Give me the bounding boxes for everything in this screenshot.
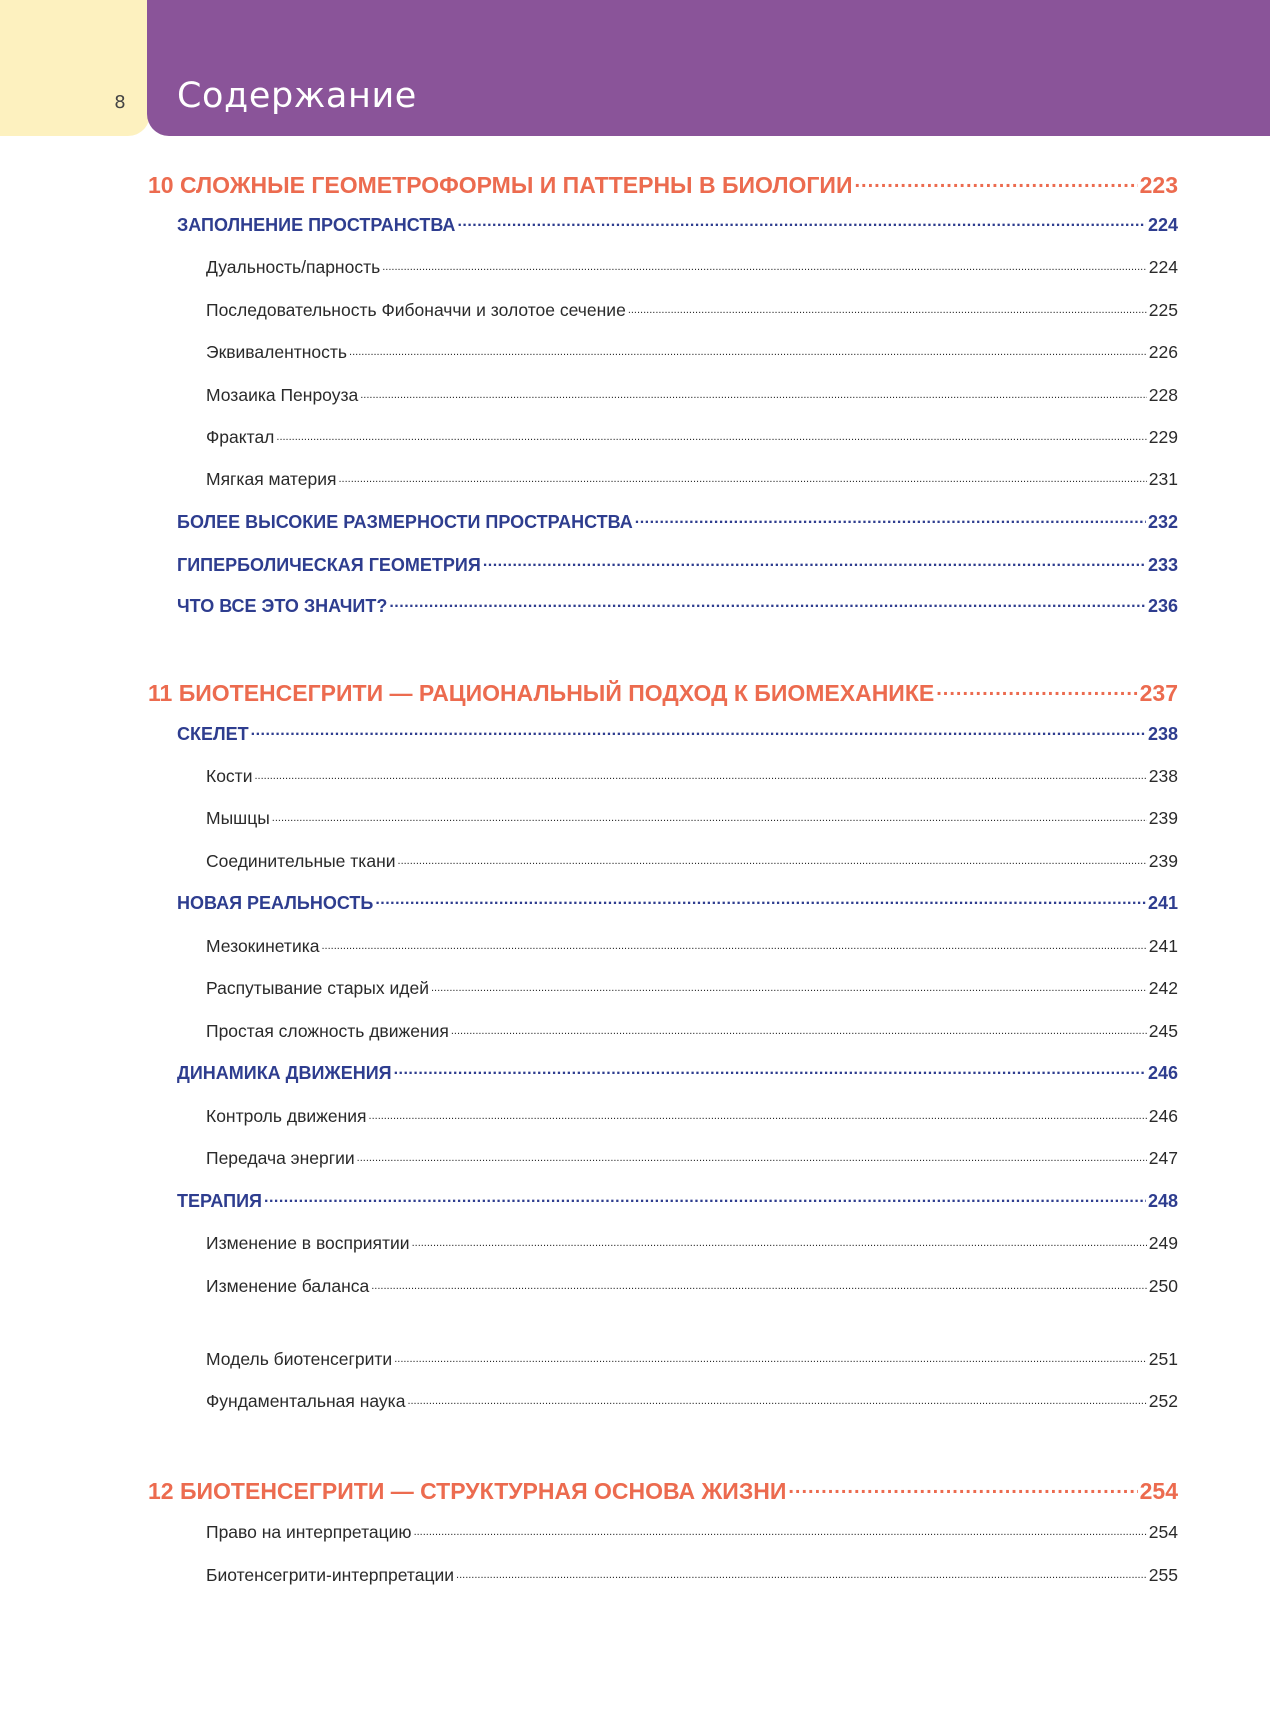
toc-item-row[interactable]	[206, 1231, 1178, 1259]
toc-page-number: 225	[1148, 299, 1178, 320]
toc-item-row[interactable]	[206, 1347, 1178, 1375]
dot-leader	[628, 298, 1147, 316]
toc-section-row[interactable]	[177, 722, 1178, 750]
page-number: 8	[114, 92, 126, 113]
toc-entry-title: Биотенсегрити-интерпретации	[206, 1564, 455, 1585]
toc-entry-title: Дуальность/парность	[206, 256, 381, 277]
toc-page-number: 233	[1147, 555, 1178, 575]
toc-chapter-row[interactable]	[148, 1476, 1178, 1504]
toc-page-number: 255	[1148, 1564, 1178, 1585]
dot-leader	[276, 425, 1146, 443]
toc-entry-title: Мышцы	[206, 807, 270, 828]
toc-item-row[interactable]	[206, 425, 1178, 453]
toc-item-row[interactable]	[206, 806, 1178, 834]
toc-entry-title: Передача энергии	[206, 1147, 355, 1168]
toc-section-row[interactable]	[177, 553, 1178, 581]
dot-leader	[349, 340, 1147, 358]
dot-leader	[412, 1231, 1147, 1249]
toc-entry-title: Право на интерпретацию	[206, 1521, 412, 1542]
toc-item-row[interactable]	[206, 1389, 1178, 1417]
toc-page-number: 249	[1148, 1232, 1178, 1253]
dot-leader	[375, 891, 1146, 909]
toc-entry-title: ТЕРАПИЯ	[177, 1191, 262, 1211]
dot-leader	[251, 722, 1146, 740]
toc-page-number: 239	[1148, 807, 1178, 828]
toc-page-number: 239	[1148, 850, 1178, 871]
toc-entry-title: Эквивалентность	[206, 341, 348, 362]
toc-page-number: 241	[1147, 893, 1178, 913]
toc-entry-title: ЧТО ВСЕ ЭТО ЗНАЧИТ?	[177, 596, 388, 616]
toc-page-number: 251	[1148, 1348, 1178, 1369]
toc-item-row[interactable]	[206, 1104, 1178, 1132]
toc-entry-title: НОВАЯ РЕАЛЬНОСТЬ	[177, 893, 374, 913]
toc-section-row[interactable]	[177, 891, 1178, 919]
toc-entry-title: БОЛЕЕ ВЫСОКИЕ РАЗМЕРНОСТИ ПРОСТРАНСТВА	[177, 512, 633, 532]
toc-page-number: 226	[1148, 341, 1178, 362]
dot-leader	[483, 553, 1146, 571]
dot-leader	[360, 383, 1147, 401]
toc-item-row[interactable]	[206, 1146, 1178, 1174]
dot-leader	[382, 255, 1147, 273]
dot-leader	[357, 1146, 1147, 1164]
toc-page-number: 245	[1148, 1020, 1178, 1041]
dot-leader	[788, 1476, 1137, 1499]
toc-page-number: 248	[1147, 1191, 1178, 1211]
toc-item-row[interactable]	[206, 849, 1178, 877]
dot-leader	[369, 1104, 1147, 1122]
toc-entry-title: Контроль движения	[206, 1105, 367, 1126]
toc-section-row[interactable]	[177, 1189, 1178, 1217]
toc-page-number: 224	[1148, 256, 1178, 277]
toc-entry-title: Распутывание старых идей	[206, 977, 429, 998]
dot-leader	[272, 806, 1147, 824]
toc-entry-title: Фрактал	[206, 426, 275, 447]
dot-leader	[854, 170, 1137, 193]
toc-entry-title: Соединительные ткани	[206, 850, 396, 871]
toc-entry-title: 12 БИОТЕНСЕГРИТИ — СТРУКТУРНАЯ ОСНОВА ЖИЗНИ	[148, 1478, 787, 1504]
dot-leader	[389, 594, 1146, 612]
toc-entry-title: Простая сложность движения	[206, 1020, 449, 1041]
toc-page-number: 223	[1139, 172, 1178, 198]
toc-page-number: 246	[1147, 1063, 1178, 1083]
dot-leader	[264, 1189, 1146, 1207]
dot-leader	[398, 849, 1147, 867]
toc-page-number: 236	[1147, 596, 1178, 616]
toc-entry-title: 10 СЛОЖНЫЕ ГЕОМЕТРОФОРМЫ И ПАТТЕРНЫ В БИОЛОГИИ	[148, 172, 853, 198]
toc-entry-title: Изменение баланса	[206, 1275, 370, 1296]
toc-page-number: 246	[1148, 1105, 1178, 1126]
dot-leader	[936, 678, 1137, 701]
dot-leader	[322, 934, 1147, 952]
dot-leader	[431, 976, 1147, 994]
toc-entry-title: Изменение в восприятии	[206, 1232, 410, 1253]
toc-page-number: 241	[1148, 935, 1178, 956]
toc-chapter-row[interactable]	[148, 678, 1178, 706]
toc-page-number: 238	[1148, 765, 1178, 786]
toc-entry-title: Мезокинетика	[206, 935, 320, 956]
dot-leader	[394, 1061, 1146, 1079]
toc-item-row[interactable]	[206, 340, 1178, 368]
dot-leader	[371, 1274, 1147, 1292]
toc-entry-title: Фундаментальная наука	[206, 1390, 406, 1411]
toc-page-number: 238	[1147, 724, 1178, 744]
dot-leader	[451, 1019, 1147, 1037]
toc-entry-title: ЗАПОЛНЕНИЕ ПРОСТРАНСТВА	[177, 215, 456, 235]
dot-leader	[254, 764, 1146, 782]
toc-item-row[interactable]	[206, 255, 1178, 283]
toc-page-number: 254	[1148, 1521, 1178, 1542]
toc-page-number: 242	[1148, 977, 1178, 998]
toc-item-row[interactable]	[206, 1019, 1178, 1047]
dot-leader	[414, 1520, 1147, 1538]
toc-page-number: 229	[1148, 426, 1178, 447]
toc-page-number: 254	[1139, 1478, 1178, 1504]
toc-item-row[interactable]	[206, 298, 1178, 326]
toc-item-row[interactable]	[206, 976, 1178, 1004]
dot-leader	[456, 1563, 1147, 1581]
toc-page-number: 252	[1148, 1390, 1178, 1411]
toc-item-row[interactable]	[206, 383, 1178, 411]
dot-leader	[635, 510, 1146, 528]
toc-entry-title: Кости	[206, 765, 253, 786]
toc-chapter-row[interactable]	[148, 170, 1178, 198]
toc-section-row[interactable]	[177, 213, 1178, 241]
toc-entry-title: Модель биотенсегрити	[206, 1348, 393, 1369]
toc-section-row[interactable]	[177, 510, 1178, 538]
toc-item-row[interactable]	[206, 934, 1178, 962]
toc-page-number: 250	[1148, 1275, 1178, 1296]
dot-leader	[407, 1389, 1146, 1407]
toc-page-number: 232	[1147, 512, 1178, 532]
toc-page-number: 237	[1139, 680, 1178, 706]
toc-entry-title: ДИНАМИКА ДВИЖЕНИЯ	[177, 1063, 392, 1083]
toc-section-row[interactable]	[177, 594, 1178, 622]
toc-page-number: 228	[1148, 384, 1178, 405]
toc-entry-title: СКЕЛЕТ	[177, 724, 249, 744]
toc-item-row[interactable]	[206, 1520, 1178, 1548]
toc-entry-title: 11 БИОТЕНСЕГРИТИ — РАЦИОНАЛЬНЫЙ ПОДХОД К БИОМЕХАНИКЕ	[148, 680, 935, 706]
toc-page-number: 224	[1147, 215, 1178, 235]
toc-page-number: 231	[1148, 468, 1178, 489]
toc-item-row[interactable]	[206, 764, 1178, 792]
toc-entry-title: ГИПЕРБОЛИЧЕСКАЯ ГЕОМЕТРИЯ	[177, 555, 481, 575]
toc-entry-title: Последовательность Фибоначчи и золотое сечение	[206, 299, 626, 320]
toc-item-row[interactable]	[206, 1274, 1178, 1302]
toc-section-row[interactable]	[177, 1061, 1178, 1089]
toc-item-row[interactable]	[206, 1563, 1178, 1591]
toc-page-number: 247	[1148, 1147, 1178, 1168]
toc-item-row[interactable]	[206, 467, 1178, 495]
page-title: Содержание	[177, 76, 417, 116]
dot-leader	[457, 213, 1146, 231]
toc-entry-title: Мозаика Пенроуза	[206, 384, 359, 405]
toc-entry-title: Мягкая материя	[206, 468, 337, 489]
dot-leader	[394, 1347, 1147, 1365]
dot-leader	[338, 467, 1146, 485]
